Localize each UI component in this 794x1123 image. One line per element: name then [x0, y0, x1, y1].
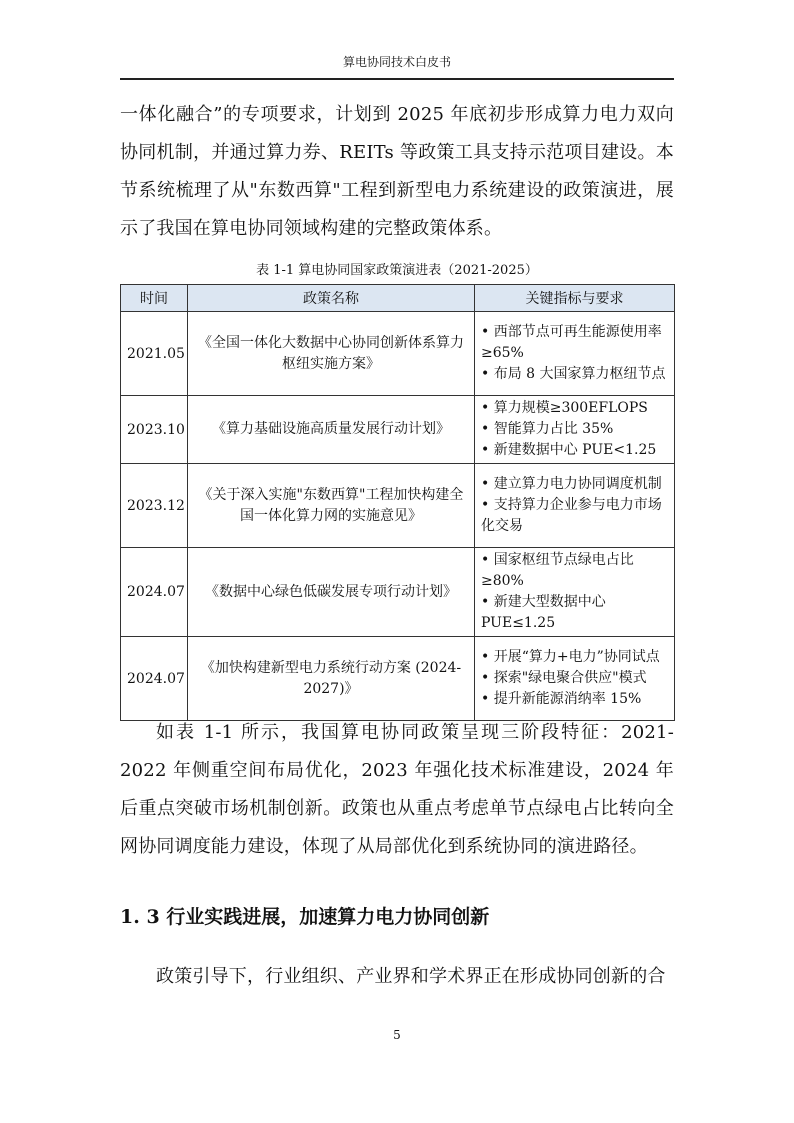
requirement-item: • 建立算力电力协同调度机制 — [481, 476, 662, 492]
row-policy-name: 《关于深入实施"东数西算"工程加快构建全国一体化算力网的实施意见》 — [188, 464, 475, 548]
requirement-item: • 新建数据中心 PUE<1.25 — [481, 442, 657, 458]
row-time: 2023.12 — [121, 464, 188, 548]
row-time: 2024.07 — [121, 637, 188, 721]
row-requirements — [475, 548, 675, 637]
row-policy-name: 《加快构建新型电力系统行动方案 (2024-2027)》 — [188, 637, 475, 721]
requirement-item: • 西部节点可再生能源使用率≥65% — [481, 324, 662, 361]
requirement-item: • 开展“算力+电力”协同试点 — [481, 649, 660, 665]
row-requirements — [475, 312, 675, 396]
header-policy-name: 政策名称 — [188, 285, 475, 312]
header-time: 时间 — [121, 285, 188, 312]
requirement-item: • 新建大型数据中心 PUE≤1.25 — [481, 594, 606, 631]
table-row — [121, 312, 675, 396]
requirement-item: • 支持算力企业参与电力市场化交易 — [481, 497, 662, 534]
page-header: 算电协同技术白皮书 — [120, 54, 674, 80]
requirement-item: • 智能算力占比 35% — [481, 421, 614, 437]
row-policy-name: 《全国一体化大数据中心协同创新体系算力枢纽实施方案》 — [188, 312, 475, 396]
table-caption: 表 1-1 算电协同国家政策演进表（2021-2025） — [256, 263, 538, 278]
row-requirements — [475, 637, 675, 721]
row-requirements — [475, 464, 675, 548]
row-time: 2023.10 — [121, 396, 188, 464]
requirement-item: • 国家枢纽节点绿电占比≥80% — [481, 552, 634, 589]
header-requirements: 关键指标与要求 — [475, 285, 675, 312]
row-policy-name: 《数据中心绿色低碳发展专项行动计划》 — [188, 548, 475, 637]
section-heading: 1. 3 行业实践进展，加速算力电力协同创新 — [120, 906, 490, 928]
requirement-item: • 算力规模≥300EFLOPS — [481, 400, 648, 416]
policy-table — [120, 284, 675, 721]
requirement-item: • 探索"绿电聚合供应"模式 — [481, 670, 647, 686]
requirement-item: • 布局 8 大国家算力枢纽节点 — [481, 366, 666, 382]
table-row — [121, 637, 675, 721]
table-row — [121, 396, 675, 464]
page-number: 5 — [393, 1028, 401, 1042]
section-paragraph: 政策引导下，行业组织、产业界和学术界正在形成协同创新的合 — [156, 966, 666, 987]
summary-paragraph: 如表 1-1 所示，我国算电协同政策呈现三阶段特征：2021-2022 年侧重空间布局优化，2023 年强化技术标准建设，2024 年后重点突破市场机制创新。政策也从重点考虑单节点绿电占比转向全网协同调度能力建设，体现了从局部优化到系统协同的演进路径。 — [120, 722, 674, 857]
table-row — [121, 548, 675, 637]
table-row — [121, 464, 675, 548]
requirement-item: • 提升新能源消纳率 15% — [481, 691, 642, 707]
table-header-row — [121, 285, 675, 312]
row-requirements — [475, 396, 675, 464]
row-time: 2024.07 — [121, 548, 188, 637]
intro-paragraph: 一体化融合”的专项要求，计划到 2025 年底初步形成算力电力双向协同机制，并通过算力券、REITs 等政策工具支持示范项目建设。本节系统梳理了从"东数西算"工程到新型电力系统建设的政策演进，展示了我国在算电协同领域构建的完整政策体系。 — [120, 104, 674, 239]
row-time: 2021.05 — [121, 312, 188, 396]
row-policy-name: 《算力基础设施高质量发展行动计划》 — [188, 396, 475, 464]
